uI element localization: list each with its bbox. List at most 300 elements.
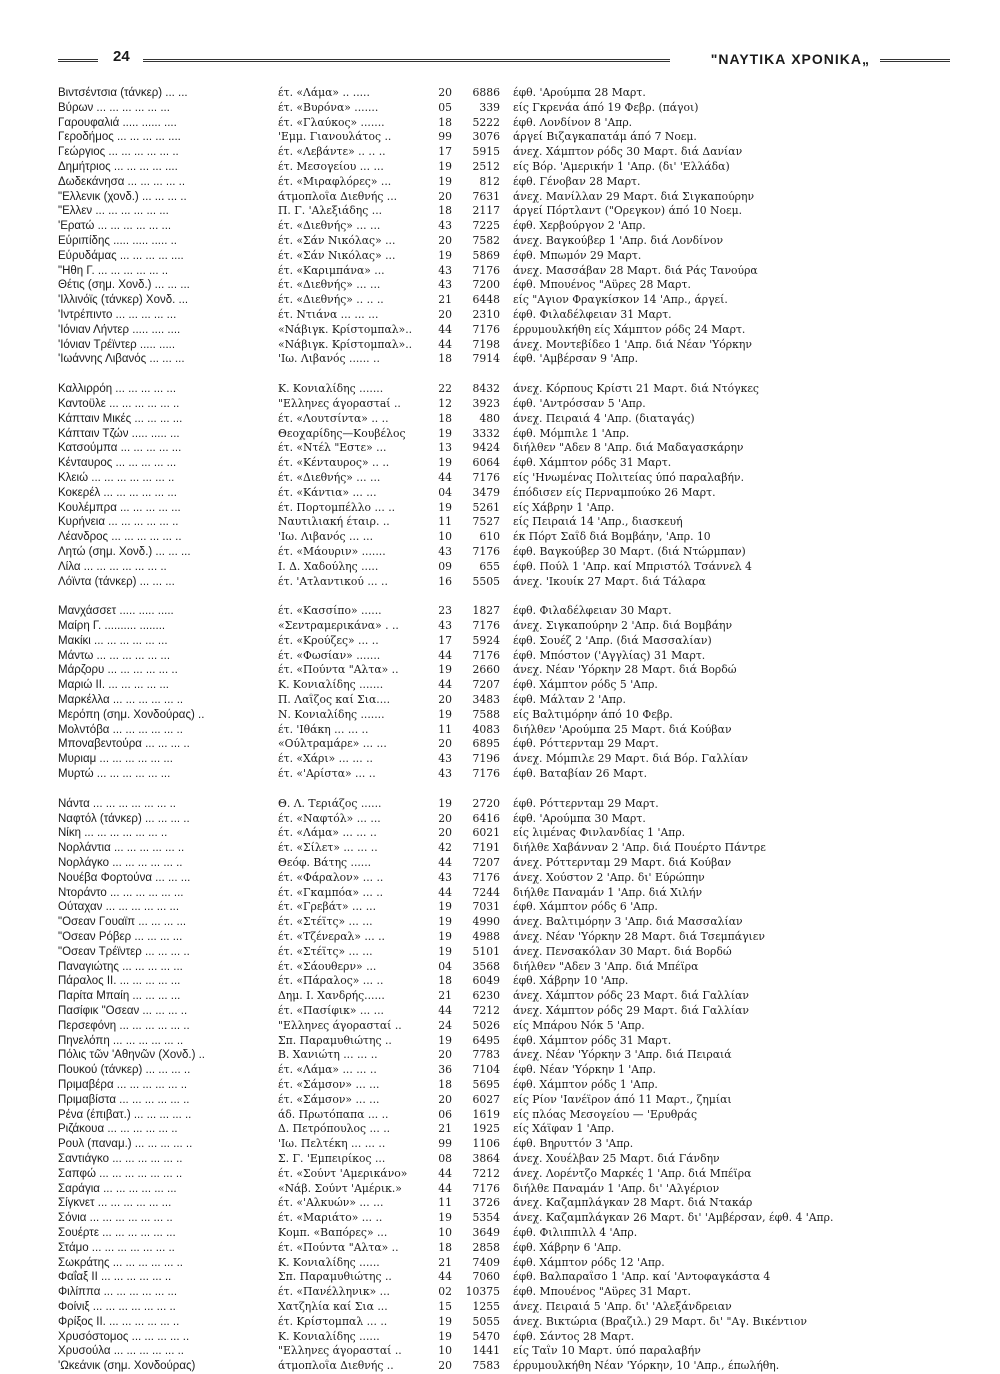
ship-tonnage: 6021 <box>472 826 500 840</box>
ship-year: 20 <box>438 826 452 840</box>
table-row <box>58 752 958 767</box>
table-row <box>58 486 958 501</box>
ship-name: Νορλάγκο ... ... ... ... ... .. <box>58 857 183 870</box>
ship-position: έφθ. 'Αντρόσσαν 5 'Απρ. <box>513 396 646 410</box>
table-row <box>58 1167 958 1182</box>
ship-year: 19 <box>438 1033 452 1047</box>
ship-tonnage: 3923 <box>472 396 500 410</box>
ship-position: είς πλόας Μεσογείου — 'Ερυθράς <box>513 1107 697 1121</box>
ship-owner: άδ. Πρωτόπαπα ... .. <box>278 1107 389 1121</box>
page-number: 24 <box>113 48 130 65</box>
ship-year: 20 <box>438 1092 452 1106</box>
ship-owner: έτ. «Λάμα» ... ... .. <box>278 1063 377 1077</box>
ship-position: έφθ. Σάντος 28 Μαρτ. <box>513 1329 635 1343</box>
table-row <box>58 812 958 827</box>
ship-position: είς Χάϊφαν 1 'Απρ. <box>513 1122 615 1136</box>
ship-year: 44 <box>438 885 452 899</box>
table-row <box>58 249 958 264</box>
ship-position: άνεχ. Χουέλβαν 25 Μαρτ. διά Γάνδην <box>513 1151 720 1165</box>
table-row <box>58 663 958 678</box>
table-row <box>58 871 958 886</box>
ship-owner: έτ. «Διεθνής» ... ... <box>278 470 381 484</box>
ship-position: άνεχ. Μοντεβίδεο 1 'Απρ. διά Νέαν 'Υόρκην <box>513 337 752 351</box>
table-row <box>58 116 958 131</box>
ship-position: έφθ. Ρόττερνταμ 29 Μαρτ. <box>513 737 659 751</box>
ship-tonnage: 7176 <box>472 322 500 336</box>
ship-owner: έτ. «Σάν Νικόλας» ... <box>278 248 396 262</box>
ship-year: 44 <box>438 337 452 351</box>
ship-tonnage: 3864 <box>472 1151 500 1165</box>
table-row <box>58 1211 958 1226</box>
table-row <box>58 1108 958 1123</box>
ship-name: Πασίφικ "Οσεαν ... ... ... .. <box>58 1005 188 1018</box>
ship-position: έφθ. Χάμπτον ρόδς 31 Μαρτ. <box>513 456 672 470</box>
table-row <box>58 86 958 101</box>
ship-position: έφθ. Φιλαδέλφειαν 31 Μαρτ. <box>513 307 672 321</box>
ship-name: Βιντσέντσια (τάνκερ) ... ... <box>58 87 188 99</box>
ship-owner: Σ. Γ. 'Εμπειρίκος ... <box>278 1151 386 1165</box>
ship-year: 44 <box>438 856 452 870</box>
table-row <box>58 1182 958 1197</box>
ship-year: 19 <box>438 944 452 958</box>
ship-tonnage: 2310 <box>472 307 500 321</box>
ship-name: Μάρζορυ ... ... ... ... ... .. <box>58 664 178 677</box>
ship-tonnage: 7783 <box>472 1048 500 1062</box>
ship-name: Κατσούμπα ... ... ... ... ... <box>58 442 182 455</box>
ship-tonnage: 7200 <box>472 278 500 292</box>
ship-year: 19 <box>438 500 452 514</box>
ship-owner: έτ. «Καριμπάνα» ... <box>278 263 385 277</box>
ship-tonnage: 7583 <box>472 1359 500 1373</box>
ship-tonnage: 7060 <box>472 1270 500 1284</box>
table-row <box>58 945 958 960</box>
ship-owner: έτ. «Λεβάντε» .. .. .. <box>278 145 386 159</box>
ship-position: διήλθεν "Αδεν 8 'Απρ. διά Μαδαγασκάρην <box>513 441 744 455</box>
table-row <box>58 441 958 456</box>
ship-owner: Ι. Δ. Χαδούλης ..... <box>278 559 379 573</box>
ship-position: άνεχ. Πενσακόλαν 30 Μαρτ. διά Βορδώ <box>513 944 732 958</box>
ship-year: 19 <box>438 707 452 721</box>
ship-tonnage: 3726 <box>472 1196 500 1210</box>
ship-year: 21 <box>438 1255 452 1269</box>
ship-name: Εύριπίδης ..... ..... ..... .. <box>58 234 177 247</box>
ship-tonnage: 5354 <box>472 1211 500 1225</box>
ship-tonnage: 7176 <box>472 767 500 781</box>
ship-name: 'Ερατώ ... ... ... ... ... ... <box>58 220 172 233</box>
ship-owner: έτ. «Ναφτόλ» ... ... <box>278 811 381 825</box>
table-row <box>58 1359 958 1374</box>
ship-name: Νίκη ... ... ... ... ... ... .. <box>58 827 168 840</box>
ship-owner: έτ. «Λάμα» .. ..... <box>278 86 370 99</box>
ship-tonnage: 3649 <box>472 1225 500 1239</box>
ship-name: Νουέβα Φορτούνα ... ... ... <box>58 871 191 884</box>
ship-name: Μυριαμ ... ... ... ... ... ... <box>58 753 173 766</box>
ship-tonnage: 1827 <box>472 604 500 618</box>
ship-year: 22 <box>438 382 452 396</box>
ship-tonnage: 5055 <box>472 1314 500 1328</box>
ship-owner: έτ. «Σάουθερν» ... <box>278 959 377 973</box>
ship-name: Ναφτόλ (τάνκερ) ... ... ... .. <box>58 812 190 825</box>
table-row <box>58 101 958 116</box>
table-row <box>58 278 958 293</box>
ship-owner: έτ. «Πασίφικ» ... ... <box>278 1004 384 1018</box>
ship-name: "Ηθη Γ. ... ... ... ... ... .. <box>58 264 169 277</box>
table-row <box>58 1285 958 1300</box>
table-row <box>58 960 958 975</box>
ship-tonnage: 5222 <box>472 115 500 129</box>
ship-tonnage: 7176 <box>472 619 500 633</box>
ship-owner: έτ. 'Ατλαντικού ... .. <box>278 574 388 588</box>
ship-position: άνεχ. Βικτώρια (Βραζιλ.) 29 Μαρτ. δι' "Αγ. Βικέντιον <box>513 1314 807 1328</box>
ship-position: άνεχ. Πειραιά 5 'Απρ. δι' 'Αλεξάνδρειαν <box>513 1299 732 1313</box>
ship-name: Καντοϋλε ... ... ... ... ... .. <box>58 397 180 410</box>
ship-year: 99 <box>438 130 452 144</box>
ship-owner: έτ. «Μάουριν» ....... <box>278 544 386 558</box>
ship-tonnage: 7207 <box>472 678 500 692</box>
ship-position: είς Ταΐν 10 Μαρτ. ύπό παραλαβήν <box>513 1344 701 1358</box>
ship-name: Καλλιρρόη ... ... ... ... ... <box>58 383 177 396</box>
ship-tonnage: 5505 <box>472 574 500 588</box>
table-row <box>58 1137 958 1152</box>
table-row <box>58 1122 958 1137</box>
ship-year: 19 <box>438 248 452 262</box>
ship-tonnage: 2858 <box>472 1240 500 1254</box>
ship-owner: έτ. Ντιάνα ... ... ... <box>278 307 379 321</box>
ship-tonnage: 4083 <box>472 722 500 736</box>
ship-tonnage: 8432 <box>472 382 500 396</box>
ship-owner: έτ. «Φωσίαν» ....... <box>278 648 381 662</box>
ship-owner: Ναυτιλιακή έταιρ. .. <box>278 515 390 529</box>
ship-year: 19 <box>438 174 452 188</box>
ship-position: διήλθεν "Αδεν 3 'Απρ. διά Μπέϊρα <box>513 959 699 973</box>
ship-tonnage: 7176 <box>472 470 500 484</box>
ship-owner: Σπ. Παραμυθιώτης .. <box>278 1270 392 1284</box>
ship-owner: Β. Χανιώτη ... ... .. <box>278 1048 378 1062</box>
ship-position: είς "Αγιον Φραγκίσκον 14 'Απρ., άργεί. <box>513 293 728 307</box>
ship-owner: έτ. «Κασσίπο» ...... <box>278 604 382 618</box>
ship-year: 05 <box>438 100 452 114</box>
ship-tonnage: 339 <box>479 100 500 114</box>
table-row <box>58 515 958 530</box>
ship-owner: έτ. Μεσογείου ... ... <box>278 159 384 173</box>
ship-tonnage: 4990 <box>472 915 500 929</box>
ship-position: είς Ρίον 'Ιανέϊρον άπό 11 Μαρτ., ζημίαι <box>513 1092 732 1106</box>
table-row <box>58 204 958 219</box>
ship-year: 36 <box>438 1063 452 1077</box>
table-row <box>58 530 958 545</box>
ship-position: άνεχ. Ρόττερνταμ 29 Μαρτ. διά Κούβαν <box>513 856 732 870</box>
ship-tonnage: 6416 <box>472 811 500 825</box>
ship-year: 10 <box>438 530 452 544</box>
ship-position: είς Γκρενάα άπό 19 Φεβρ. (πάγοι) <box>513 100 699 114</box>
table-row <box>58 1004 958 1019</box>
table-row <box>58 412 958 427</box>
ship-year: 21 <box>438 1122 452 1136</box>
table-row <box>58 382 958 397</box>
ship-tonnage: 812 <box>479 174 500 188</box>
ship-position: έφθ. 'Αρούμπα 28 Μαρτ. <box>513 86 646 99</box>
ship-name: Ρουλ (παναμ.) ... ... ... ... .. <box>58 1138 193 1151</box>
ship-tonnage: 7176 <box>472 648 500 662</box>
ship-position: έφθ. Μπουένος "Αϋρες 31 Μαρτ. <box>513 1285 691 1299</box>
table-row <box>58 737 958 752</box>
table-row <box>58 915 958 930</box>
ship-owner: Κ. Κονιαλίδης ...... <box>278 1329 380 1343</box>
ship-tonnage: 1619 <box>472 1107 500 1121</box>
ship-year: 19 <box>438 930 452 944</box>
ship-owner: έτ. «Πούντα "Αλτα» .. <box>278 663 399 677</box>
ship-name: Στάμο ... ... ... ... ... ... .. <box>58 1241 175 1254</box>
ship-name: Γεροδήμος ... ... ... ... .... <box>58 131 181 144</box>
ship-year: 11 <box>438 1196 452 1210</box>
table-row <box>58 989 958 1004</box>
table-row <box>58 1226 958 1241</box>
ship-position: έφθ. Μάλταν 2 'Απρ. <box>513 693 626 707</box>
table-row <box>58 708 958 723</box>
ship-name: Σαράγια ... ... ... ... ... ... <box>58 1182 177 1195</box>
table-row <box>58 1241 958 1256</box>
ship-owner: έτ. «Φάραλον» ... .. <box>278 870 384 884</box>
ship-year: 02 <box>438 1285 452 1299</box>
ship-name: Πόλις τῶν 'Αθηνῶν (Χονδ.) .. <box>58 1049 205 1062</box>
ship-owner: έτ. Κρίστομπαλ ... .. <box>278 1314 388 1328</box>
table-row <box>58 723 958 738</box>
ship-position: άνεχ. Μασσάβαν 28 Μαρτ. διά Ράς Τανούρα <box>513 263 758 277</box>
table-row <box>58 1270 958 1285</box>
ship-position: έφθ. Βαταβίαν 26 Μαρτ. <box>513 767 648 781</box>
ship-year: 43 <box>438 870 452 884</box>
ship-owner: έτ. «Μιραφλόρες» ... <box>278 174 392 188</box>
ship-year: 19 <box>438 1329 452 1343</box>
ship-owner: Π. Γ. 'Αλεξιάδης ... <box>278 204 383 218</box>
table-row <box>58 974 958 989</box>
ship-year: 44 <box>438 1270 452 1284</box>
ship-tonnage: 7031 <box>472 900 500 914</box>
ship-position: άνεχ. Χάμπτον ρόδς 29 Μαρτ. διά Γαλλίαν <box>513 1004 749 1018</box>
ship-position: διήλθεν 'Αρούμπα 25 Μαρτ. διά Κούβαν <box>513 722 732 736</box>
ship-year: 21 <box>438 293 452 307</box>
ship-year: 19 <box>438 900 452 914</box>
table-row <box>58 604 958 619</box>
ship-name: Μαρκέλλα ... ... ... ... ... .. <box>58 694 184 707</box>
table-row <box>58 1300 958 1315</box>
ship-name: 'Ιωάννης Λιβανός ... ... ... <box>58 353 185 366</box>
ship-name: Λίλα ... ... ... ... ... ... .. <box>58 560 167 573</box>
ship-name: Μερόπη (σημ. Χονδούρας) .. <box>58 708 205 721</box>
ship-tonnage: 6230 <box>472 989 500 1003</box>
table-row <box>58 1344 958 1359</box>
ship-tonnage: 7191 <box>472 841 500 855</box>
ship-position: είς Μπάρου Νόκ 5 'Απρ. <box>513 1018 645 1032</box>
ship-name: Φαΐαξ ΙΙ ... ... ... ... ... .. <box>58 1271 172 1284</box>
ship-position: έφθ. 'Αρούμπα 30 Μαρτ. <box>513 811 646 825</box>
ship-tonnage: 7176 <box>472 1181 500 1195</box>
ship-name: Εύρυδάμας ... ... ... ... .... <box>58 249 184 262</box>
ship-name: Μολντόβα ... ... ... ... ... .. <box>58 723 183 736</box>
ship-name: Βύρων ... ... ... ... ... ... <box>58 101 170 114</box>
ship-owner: Θ. Λ. Τεριάζος ...... <box>278 796 382 810</box>
table-row <box>58 175 958 190</box>
ship-owner: άτμοπλοΐα Διεθνής ... <box>278 189 398 203</box>
ship-name: Πηνελόπη ... ... ... ... ... .. <box>58 1034 184 1047</box>
ship-year: 18 <box>438 204 452 218</box>
ship-owner: άτμοπλοΐα Διεθνής .. <box>278 1359 394 1373</box>
ship-name: Φοίνιξ ... ... ... ... ... ... .. <box>58 1300 176 1313</box>
ship-owner: έτ. «Βυρόνα» ....... <box>278 100 379 114</box>
table-row <box>58 930 958 945</box>
ship-name: Μανχάσσετ ..... ..... ..... <box>58 605 174 618</box>
ship-name: Κοκερέλ ... ... ... ... ... ... <box>58 486 177 499</box>
ship-position: άνεχ. Μανίλλαν 29 Μαρτ. διά Σιγκαπούρην <box>513 189 755 203</box>
ship-owner: Θεόφ. Βάτης ...... <box>278 856 372 870</box>
ship-position: άνεχ. Βαγκούβερ 1 'Απρ. διά Λονδίνον <box>513 233 724 247</box>
table-row <box>58 1034 958 1049</box>
ship-tonnage: 610 <box>479 530 500 544</box>
ship-tonnage: 2720 <box>472 796 500 810</box>
ship-position: διήλθε Παναμάν 1 'Απρ. δι' 'Αλγέριον <box>513 1181 720 1195</box>
ship-owner: 'Ιω. Λιβανός ... ... <box>278 530 374 544</box>
table-row <box>58 219 958 234</box>
header-rule-middle <box>143 59 670 62</box>
ship-name: 'Ιντρέπιντο ... ... ... ... ... <box>58 308 177 321</box>
ship-tonnage: 6027 <box>472 1092 500 1106</box>
ship-owner: έτ. «Πανέλληνικ» ... <box>278 1285 390 1299</box>
ship-tonnage: 3483 <box>472 693 500 707</box>
ship-owner: 'Ιω. Λιβανός ...... .. <box>278 352 380 366</box>
ship-year: 43 <box>438 219 452 233</box>
ship-tonnage: 1925 <box>472 1122 500 1136</box>
ship-owner: έτ. «Σίλετ» ... ... .. <box>278 841 378 855</box>
table-row <box>58 456 958 471</box>
table-row <box>58 678 958 693</box>
ship-tonnage: 7244 <box>472 885 500 899</box>
ship-position: άνεχ. 'Ικουίκ 27 Μαρτ. διά Τάλαρα <box>513 574 706 588</box>
ship-position: άργεί Βιζαγκαπατάμ άπό 7 Νοεμ. <box>513 130 697 144</box>
ship-year: 19 <box>438 796 452 810</box>
table-row <box>58 338 958 353</box>
ship-name: 'Ιόνιαν Λήντερ ..... .... .... <box>58 323 181 336</box>
ship-tonnage: 7225 <box>472 219 500 233</box>
table-row <box>58 634 958 649</box>
ship-name: Παναγιώτης ... ... ... ... ... <box>58 960 183 973</box>
header-rule-right <box>880 59 950 62</box>
ship-tonnage: 3076 <box>472 130 500 144</box>
table-row <box>58 308 958 323</box>
ship-position: διήλθε Χαβάνναν 2 'Απρ. διά Πουέρτο Πάντρε <box>513 841 766 855</box>
ship-name: "Οσεαν Γουαϊπ ... ... ... ... <box>58 916 187 929</box>
table-row <box>58 886 958 901</box>
ship-year: 18 <box>438 974 452 988</box>
ship-position: άνεχ. Λορέντζο Μαρκές 1 'Απρ. διά Μπέϊρα <box>513 1166 752 1180</box>
ship-position: έφθ. Νέαν 'Υόρκην 1 'Απρ. <box>513 1063 656 1077</box>
ship-owner: έτ. «Μαριάτο» ... .. <box>278 1211 383 1225</box>
ship-tonnage: 5101 <box>472 944 500 958</box>
ship-tonnage: 2117 <box>472 204 500 218</box>
ship-owner: "Ελληνες άγορασταί .. <box>278 1018 402 1032</box>
ship-position: έφθ. Λονδίνον 8 'Απρ. <box>513 115 633 129</box>
ship-owner: έτ. «Στέϊτς» ... ... <box>278 944 373 958</box>
ship-position: έφθ. Βαγκούβερ 30 Μαρτ. (διά Ντώρμπαν) <box>513 544 746 558</box>
ship-name: Πάραλος ΙΙ. ... ... ... ... ... <box>58 975 181 988</box>
ship-position: έφθ. Πούλ 1 'Απρ. καί Μπριστόλ Τσάννελ 4 <box>513 559 752 573</box>
ship-year: 19 <box>438 159 452 173</box>
table-row <box>58 1152 958 1167</box>
ship-position: άνεχ. Καζαμπλάγκαν 26 Μαρτ. δι' 'Αμβέρσαν, έφθ. 4 'Απρ. <box>513 1211 834 1225</box>
table-row <box>58 293 958 308</box>
ship-name: Κλειώ ... ... ... ... ... ... .. <box>58 471 175 484</box>
ship-tonnage: 6495 <box>472 1033 500 1047</box>
ship-name: Δημήτριος ... ... ... ... .... <box>58 160 178 173</box>
ship-tonnage: 7198 <box>472 337 500 351</box>
ship-year: 20 <box>438 693 452 707</box>
ship-position: είς Πειραιά 14 'Απρ., διασκευή <box>513 515 683 529</box>
ship-name: Νορλάντια ... ... ... ... ... .. <box>58 842 185 855</box>
ship-name: Κάπταιν Μικές ... ... ... ... <box>58 412 183 425</box>
ship-position: άνεχ. Καζαμπλάγκαν 28 Μαρτ. διά Ντακάρ <box>513 1196 753 1210</box>
ship-name: Μποναβεντούρα ... ... ... .. <box>58 738 190 751</box>
ship-owner: Δημ. Ι. Χανδρής...... <box>278 989 385 1003</box>
ship-year: 44 <box>438 1004 452 1018</box>
ship-name: Δωδεκάνησα ... ... ... ... .. <box>58 175 186 188</box>
table-row <box>58 1196 958 1211</box>
ship-year: 18 <box>438 352 452 366</box>
ship-year: 15 <box>438 1299 452 1313</box>
ship-year: 20 <box>438 1359 452 1373</box>
ship-name: Σαντιάγκο ... ... ... ... ... .. <box>58 1152 183 1165</box>
ship-year: 18 <box>438 1240 452 1254</box>
ship-year: 18 <box>438 115 452 129</box>
page-header <box>58 50 950 70</box>
masthead-title: "ΝΑΥΤΙΚΑ ΧΡΟΝΙΚΑ„ <box>710 51 870 67</box>
ship-position: έρρυμουλκήθη είς Χάμπτον ρόδς 24 Μαρτ. <box>513 322 746 336</box>
ship-owner: έτ. «Λουτσίντα» .. .. <box>278 411 389 425</box>
ship-owner: "Ελληνες άγορασταί .. <box>278 1344 402 1358</box>
ship-position: έφθ. Χάμπτον ρόδς 5 'Απρ. <box>513 678 658 692</box>
table-row <box>58 160 958 175</box>
ship-year: 04 <box>438 959 452 973</box>
ship-year: 20 <box>438 737 452 751</box>
ship-owner: Κ. Κονιαλίδης ....... <box>278 678 384 692</box>
ship-name: Σουέρτε ... ... ... ... ... ... <box>58 1226 176 1239</box>
ship-position: άνεχ. Νέαν 'Υόρκην 28 Μαρτ. διά Βορδώ <box>513 663 737 677</box>
ship-position: έρρυμουλκήθη Νέαν 'Υόρκην, 10 'Απρ., έπωλήθη. <box>513 1359 780 1373</box>
ship-year: 10 <box>438 1344 452 1358</box>
ship-name: Γαρουφαλιά ..... ...... .... <box>58 116 177 129</box>
ship-name: "Οσεαν Τρέϊντερ ... ... ... .. <box>58 945 190 958</box>
ship-owner: έτ. «'Αρίστα» ... .. <box>278 767 376 781</box>
ship-owner: έτ. «Σάν Νικόλας» ... <box>278 233 396 247</box>
ship-owner: «Νάβιγκ. Κρίστομπαλ».. <box>278 322 413 336</box>
ship-owner: «Ούλτραμάρε» ... ... <box>278 737 387 751</box>
table-row <box>58 397 958 412</box>
ship-position: έφθ. Μπόστον ('Αγγλίας) 31 Μαρτ. <box>513 648 706 662</box>
ship-tonnage: 6886 <box>472 86 500 99</box>
ship-year: 44 <box>438 1166 452 1180</box>
ship-tonnage: 6448 <box>472 293 500 307</box>
ship-year: 99 <box>438 1137 452 1151</box>
ship-owner: Π. Λαΐζος καί Σια.... <box>278 693 391 707</box>
ship-year: 18 <box>438 411 452 425</box>
ship-tonnage: 7582 <box>472 233 500 247</box>
table-row <box>58 352 958 367</box>
ship-position: έφθ. Χάμπτον ρόδς 31 Μαρτ. <box>513 1033 672 1047</box>
ship-tonnage: 7176 <box>472 870 500 884</box>
ship-name: Περσεφόνη ... ... ... ... ... .. <box>58 1019 190 1032</box>
ship-owner: Σπ. Παραμυθιώτης .. <box>278 1033 392 1047</box>
ship-year: 43 <box>438 767 452 781</box>
ship-tonnage: 9424 <box>472 441 500 455</box>
ship-owner: έτ. «Πάραλος» ... .. <box>278 974 384 988</box>
